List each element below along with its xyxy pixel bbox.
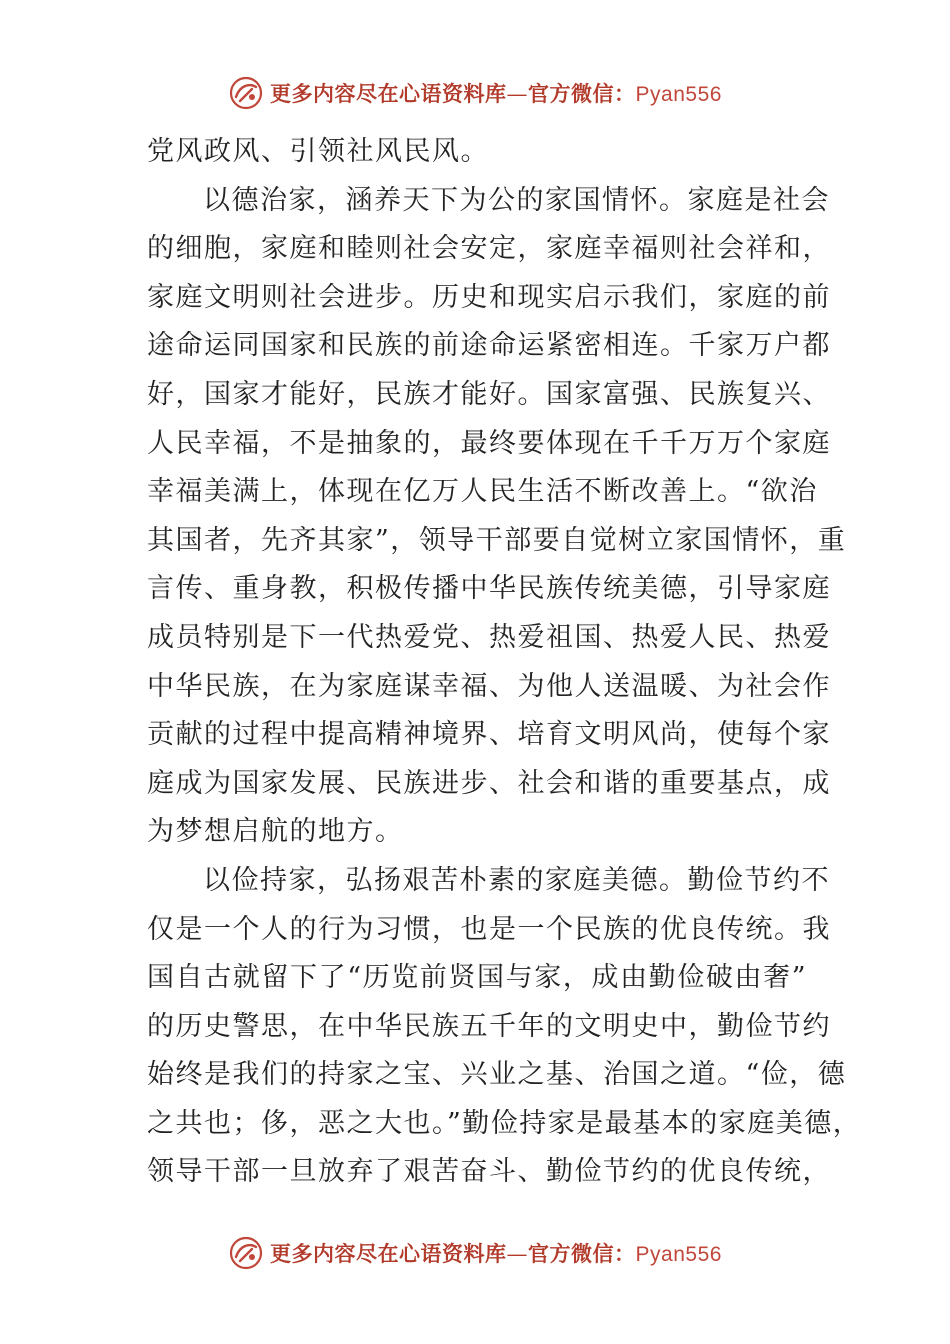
text-line: 领导干部一旦放弃了艰苦奋斗、勤俭节约的优良传统， [147, 1156, 831, 1188]
text-line: 的历史警思，在中华民族五千年的文明史中，勤俭节约 [147, 1010, 831, 1042]
logo-icon [228, 75, 264, 111]
text-line: 仅是一个人的行为习惯，也是一个民族的优良传统。我 [147, 913, 831, 945]
text-line: 家庭文明则社会进步。历史和现实启示我们，家庭的前 [147, 281, 831, 313]
text-line: 以俭持家，弘扬艰苦朴素的家庭美德。勤俭节约不 [203, 864, 830, 896]
footer-watermark [0, 1228, 950, 1278]
text-line: 途命运同国家和民族的前途命运紧密相连。千家万户都 [147, 330, 831, 362]
text-line: 中华民族，在为家庭谋幸福、为他人送温暖、为社会作 [147, 670, 831, 702]
watermark-wechat-id: Pyan556 [635, 83, 722, 106]
document-body [147, 128, 862, 1197]
watermark-wechat-id: Pyan556 [635, 1243, 722, 1266]
logo-icon [228, 1235, 264, 1271]
text-line: 国自古就留下了“历览前贤国与家，成由勤俭破由奢” [147, 962, 807, 994]
watermark-dash: — [506, 82, 529, 106]
text-line: 好，国家才能好，民族才能好。国家富强、民族复兴、 [147, 378, 831, 410]
text-line: 之共也；侈，恶之大也。”勤俭持家是最基本的家庭美德， [147, 1107, 862, 1139]
text-line: 为梦想启航的地方。 [147, 816, 404, 848]
text-line: 贡献的过程中提高精神境界、培育文明风尚，使每个家 [147, 719, 831, 751]
watermark-label: 官方微信： [528, 1241, 636, 1266]
watermark-label: 官方微信： [528, 81, 636, 106]
text-line: 言传、重身教，积极传播中华民族传统美德，引导家庭 [147, 573, 831, 605]
text-line: 始终是我们的持家之宝、兴业之基、治国之道。“俭，德 [147, 1059, 847, 1091]
text-line: 的细胞，家庭和睦则社会安定，家庭幸福则社会祥和， [147, 233, 831, 265]
text-line: 人民幸福，不是抽象的，最终要体现在千千万万个家庭 [147, 427, 831, 459]
text-line: 幸福美满上，体现在亿万人民生活不断改善上。“欲治 [147, 476, 818, 508]
text-line: 庭成为国家发展、民族进步、社会和谐的重要基点，成 [147, 767, 831, 799]
text-line: 成员特别是下一代热爱党、热爱祖国、热爱人民、热爱 [147, 621, 831, 653]
watermark-dash: — [506, 1242, 529, 1266]
watermark-main-text: 更多内容尽在心语资料库 [270, 81, 507, 106]
watermark-main-text: 更多内容尽在心语资料库 [270, 1241, 507, 1266]
text-line: 以德治家，涵养天下为公的家国情怀。家庭是社会 [203, 184, 830, 216]
text-line: 党风政风、引领社风民风。 [147, 136, 489, 167]
text-line: 其国者，先齐其家”，领导干部要自觉树立家国情怀，重 [147, 524, 847, 556]
header-watermark [0, 68, 950, 118]
